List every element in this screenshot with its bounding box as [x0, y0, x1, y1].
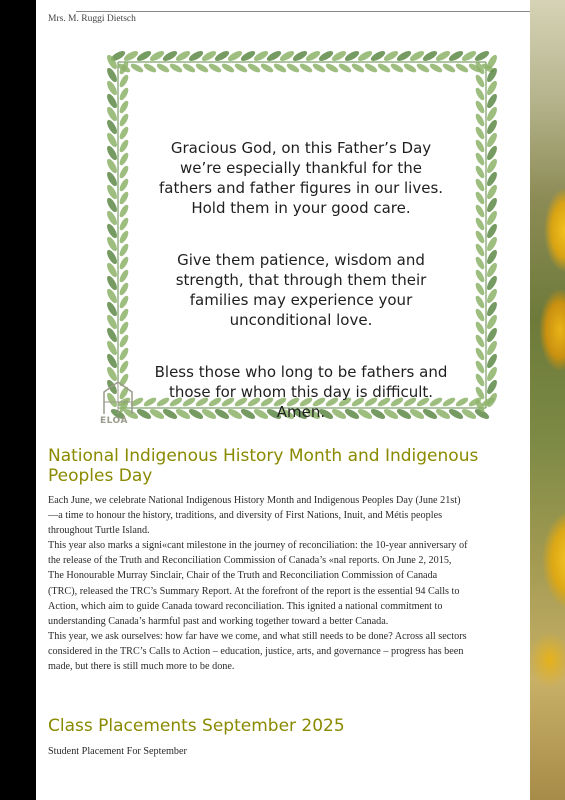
- leaf-shape: [118, 268, 130, 283]
- leaf-shape: [485, 261, 499, 278]
- leaf-shape: [118, 346, 130, 361]
- leaf-shape: [474, 372, 486, 387]
- leaf-shape: [105, 222, 119, 239]
- leaf-shape: [105, 92, 119, 109]
- leaf-shape: [105, 339, 119, 356]
- leaf-shape: [118, 294, 130, 309]
- leaf-shape: [155, 62, 170, 74]
- leaf-shape: [474, 216, 486, 231]
- leaf-shape: [105, 235, 119, 252]
- leaf-shape: [259, 62, 274, 74]
- leaf-shape: [118, 164, 130, 179]
- indigenous-history-body: [48, 493, 468, 674]
- leaf-shape: [474, 294, 486, 309]
- leaf-shape: [485, 79, 499, 96]
- leaf-shape: [474, 86, 486, 101]
- leaf-shape: [174, 49, 191, 63]
- leaf-shape: [118, 229, 130, 244]
- leaf-shape: [278, 49, 295, 63]
- leaf-shape: [105, 274, 119, 291]
- leaf-shape: [118, 151, 130, 166]
- eloa-logo: [98, 380, 138, 428]
- leaf-shape: [454, 62, 469, 74]
- leaf-shape: [389, 62, 404, 74]
- leaf-shape: [408, 49, 425, 63]
- leaf-shape: [485, 235, 499, 252]
- leaf-shape: [246, 62, 261, 74]
- leaf-shape: [118, 138, 130, 153]
- leaf-shape: [105, 209, 119, 226]
- leaf-shape: [233, 62, 248, 74]
- leaf-shape: [317, 49, 334, 63]
- leaf-shape: [118, 320, 130, 335]
- leaf-shape: [105, 157, 119, 174]
- leaf-shape: [118, 73, 130, 88]
- leaf-shape: [485, 274, 499, 291]
- leaf-shape: [434, 49, 451, 63]
- leaf-shape: [485, 222, 499, 239]
- leaf-shape: [129, 62, 144, 74]
- leaf-shape: [135, 49, 152, 63]
- prayer-card: [96, 40, 508, 430]
- leaf-shape: [485, 248, 499, 265]
- leaf-shape: [105, 313, 119, 330]
- leaf-shape: [485, 300, 499, 317]
- leaf-shape: [187, 49, 204, 63]
- leaf-shape: [474, 177, 486, 192]
- leaf-shape: [105, 79, 119, 96]
- leaf-shape: [220, 62, 235, 74]
- leaf-shape: [474, 190, 486, 205]
- leaf-shape: [207, 62, 222, 74]
- leaf-shape: [105, 287, 119, 304]
- leaf-shape: [118, 112, 130, 127]
- leaf-shape: [421, 49, 438, 63]
- leaf-shape: [118, 190, 130, 205]
- leaf-shape: [105, 352, 119, 369]
- eloa-logo-text: ELOA: [100, 416, 128, 426]
- body-paragraph: This year, we ask ourselves: how far have we come, and what still needs to be done? Across all sectors considered in the TRC’s Calls to Action – education, justice, arts, and governance – progress has been made, but there is still much more to be done.: [48, 630, 467, 673]
- leaf-shape: [395, 49, 412, 63]
- class-placements-subtext: Student Placement For September: [48, 746, 187, 757]
- leaf-shape: [105, 248, 119, 265]
- leaf-shape: [118, 86, 130, 101]
- leaf-shape: [118, 125, 130, 140]
- leaf-shape: [168, 62, 183, 74]
- leaf-shape: [485, 287, 499, 304]
- leaf-shape: [118, 99, 130, 114]
- leaf-shape: [105, 66, 119, 83]
- leaf-shape: [485, 352, 499, 369]
- prayer-paragraph: Gracious God, on this Father’s Day we’re especially thankful for the fathers and father figures in our lives. Hold them in your good care.: [158, 139, 444, 217]
- class-placements-heading: Class Placements September 2025: [48, 716, 345, 736]
- leaf-shape: [105, 300, 119, 317]
- leaf-shape: [118, 216, 130, 231]
- leaf-shape: [105, 261, 119, 278]
- author-name: Mrs. M. Ruggi Dietsch: [48, 14, 136, 24]
- leaf-shape: [474, 320, 486, 335]
- leaf-shape: [213, 49, 230, 63]
- leaf-shape: [369, 49, 386, 63]
- leaf-shape: [226, 49, 243, 63]
- leaf-shape: [304, 49, 321, 63]
- leaf-shape: [474, 203, 486, 218]
- leaf-shape: [142, 62, 157, 74]
- leaf-shape: [474, 333, 486, 348]
- leaf-shape: [311, 62, 326, 74]
- leaf-shape: [337, 62, 352, 74]
- leaf-shape: [474, 125, 486, 140]
- leaf-shape: [485, 105, 499, 122]
- leaf-shape: [285, 62, 300, 74]
- leaf-shape: [474, 164, 486, 179]
- leaf-shape: [181, 62, 196, 74]
- leaf-shape: [161, 49, 178, 63]
- leaf-shape: [474, 138, 486, 153]
- leaf-shape: [474, 242, 486, 257]
- leaf-shape: [428, 62, 443, 74]
- leaf-shape: [105, 196, 119, 213]
- leaf-shape: [118, 203, 130, 218]
- leaf-shape: [118, 255, 130, 270]
- leaf-shape: [194, 62, 209, 74]
- leaf-shape: [363, 62, 378, 74]
- leaf-shape: [474, 73, 486, 88]
- indigenous-history-heading: National Indigenous History Month and Indigenous Peoples Day: [48, 446, 479, 486]
- leaf-shape: [118, 333, 130, 348]
- leaf-shape: [105, 144, 119, 161]
- leaf-shape: [474, 307, 486, 322]
- leaf-shape: [474, 255, 486, 270]
- leaf-shape: [376, 62, 391, 74]
- leaf-shape: [105, 131, 119, 148]
- leaf-shape: [485, 170, 499, 187]
- left-border: [0, 0, 36, 800]
- prayer-paragraph: Give them patience, wisdom and strength, that through them their families may experience your unconditional love.: [175, 251, 427, 329]
- leaf-shape: [485, 92, 499, 109]
- leaf-shape: [252, 49, 269, 63]
- header-divider: [76, 11, 530, 12]
- leaf-shape: [118, 242, 130, 257]
- leaf-shape: [291, 49, 308, 63]
- fathers-day-prayer: [136, 118, 466, 454]
- sunflower-background: [530, 0, 565, 800]
- leaf-shape: [122, 49, 139, 63]
- leaf-shape: [415, 62, 430, 74]
- leaf-shape: [265, 49, 282, 63]
- leaf-shape: [485, 183, 499, 200]
- leaf-shape: [485, 365, 499, 382]
- newsletter-page: [36, 0, 530, 800]
- body-paragraph: This year also marks a signi«cant milestone in the journey of reconciliation: the 10-year anniversary of the release of the Truth and Reconciliation Commission of Canada’s «nal reports. On June 2, 2015, The Honourable Murray Sinclair, Chair of the Truth and Reconciliation Commission of Canada (TRC), released the TRC’s Summary Report. At the forefront of the report is the essential 94 Calls to Action, which aim to guide Canada toward reconciliation. This ignited a national commitment to understanding Canada’s harmful past and working together toward a better Canada.: [48, 540, 468, 627]
- leaf-shape: [474, 268, 486, 283]
- leaf-shape: [105, 326, 119, 343]
- body-paragraph: Each June, we celebrate National Indigenous History Month and Indigenous Peoples Day (June 21st)—a time to honour the history, traditions, and diversity of First Nations, Inuit, and Métis peoples throughout Turtle Island.: [48, 495, 461, 537]
- leaf-shape: [485, 196, 499, 213]
- leaf-shape: [298, 62, 313, 74]
- eloa-logo-icon: [98, 380, 138, 416]
- leaf-shape: [356, 49, 373, 63]
- leaf-shape: [118, 177, 130, 192]
- leaf-shape: [118, 307, 130, 322]
- leaf-shape: [350, 62, 365, 74]
- leaf-shape: [441, 62, 456, 74]
- leaf-shape: [474, 229, 486, 244]
- leaf-shape: [447, 49, 464, 63]
- leaf-shape: [485, 209, 499, 226]
- leaf-shape: [239, 49, 256, 63]
- leaf-shape: [485, 144, 499, 161]
- leaf-shape: [485, 157, 499, 174]
- leaf-shape: [474, 99, 486, 114]
- leaf-shape: [343, 49, 360, 63]
- leaf-shape: [485, 378, 499, 395]
- leaf-shape: [474, 346, 486, 361]
- leaf-shape: [402, 62, 417, 74]
- leaf-shape: [485, 326, 499, 343]
- leaf-shape: [200, 49, 217, 63]
- leaf-shape: [382, 49, 399, 63]
- leaf-shape: [148, 49, 165, 63]
- leaf-shape: [485, 131, 499, 148]
- leaf-shape: [460, 49, 477, 63]
- leaf-shape: [272, 62, 287, 74]
- prayer-paragraph: Bless those who long to be fathers and those for whom this day is difficult. Amen.: [154, 363, 448, 421]
- leaf-shape: [474, 151, 486, 166]
- leaf-shape: [105, 170, 119, 187]
- leaf-shape: [330, 49, 347, 63]
- leaf-shape: [118, 359, 130, 374]
- leaf-shape: [324, 62, 339, 74]
- leaf-shape: [485, 313, 499, 330]
- leaf-shape: [485, 118, 499, 135]
- leaf-shape: [473, 49, 490, 63]
- leaf-shape: [118, 281, 130, 296]
- leaf-shape: [105, 105, 119, 122]
- leaf-shape: [105, 118, 119, 135]
- leaf-shape: [474, 281, 486, 296]
- leaf-shape: [105, 183, 119, 200]
- leaf-shape: [485, 339, 499, 356]
- leaf-shape: [474, 112, 486, 127]
- leaf-shape: [474, 359, 486, 374]
